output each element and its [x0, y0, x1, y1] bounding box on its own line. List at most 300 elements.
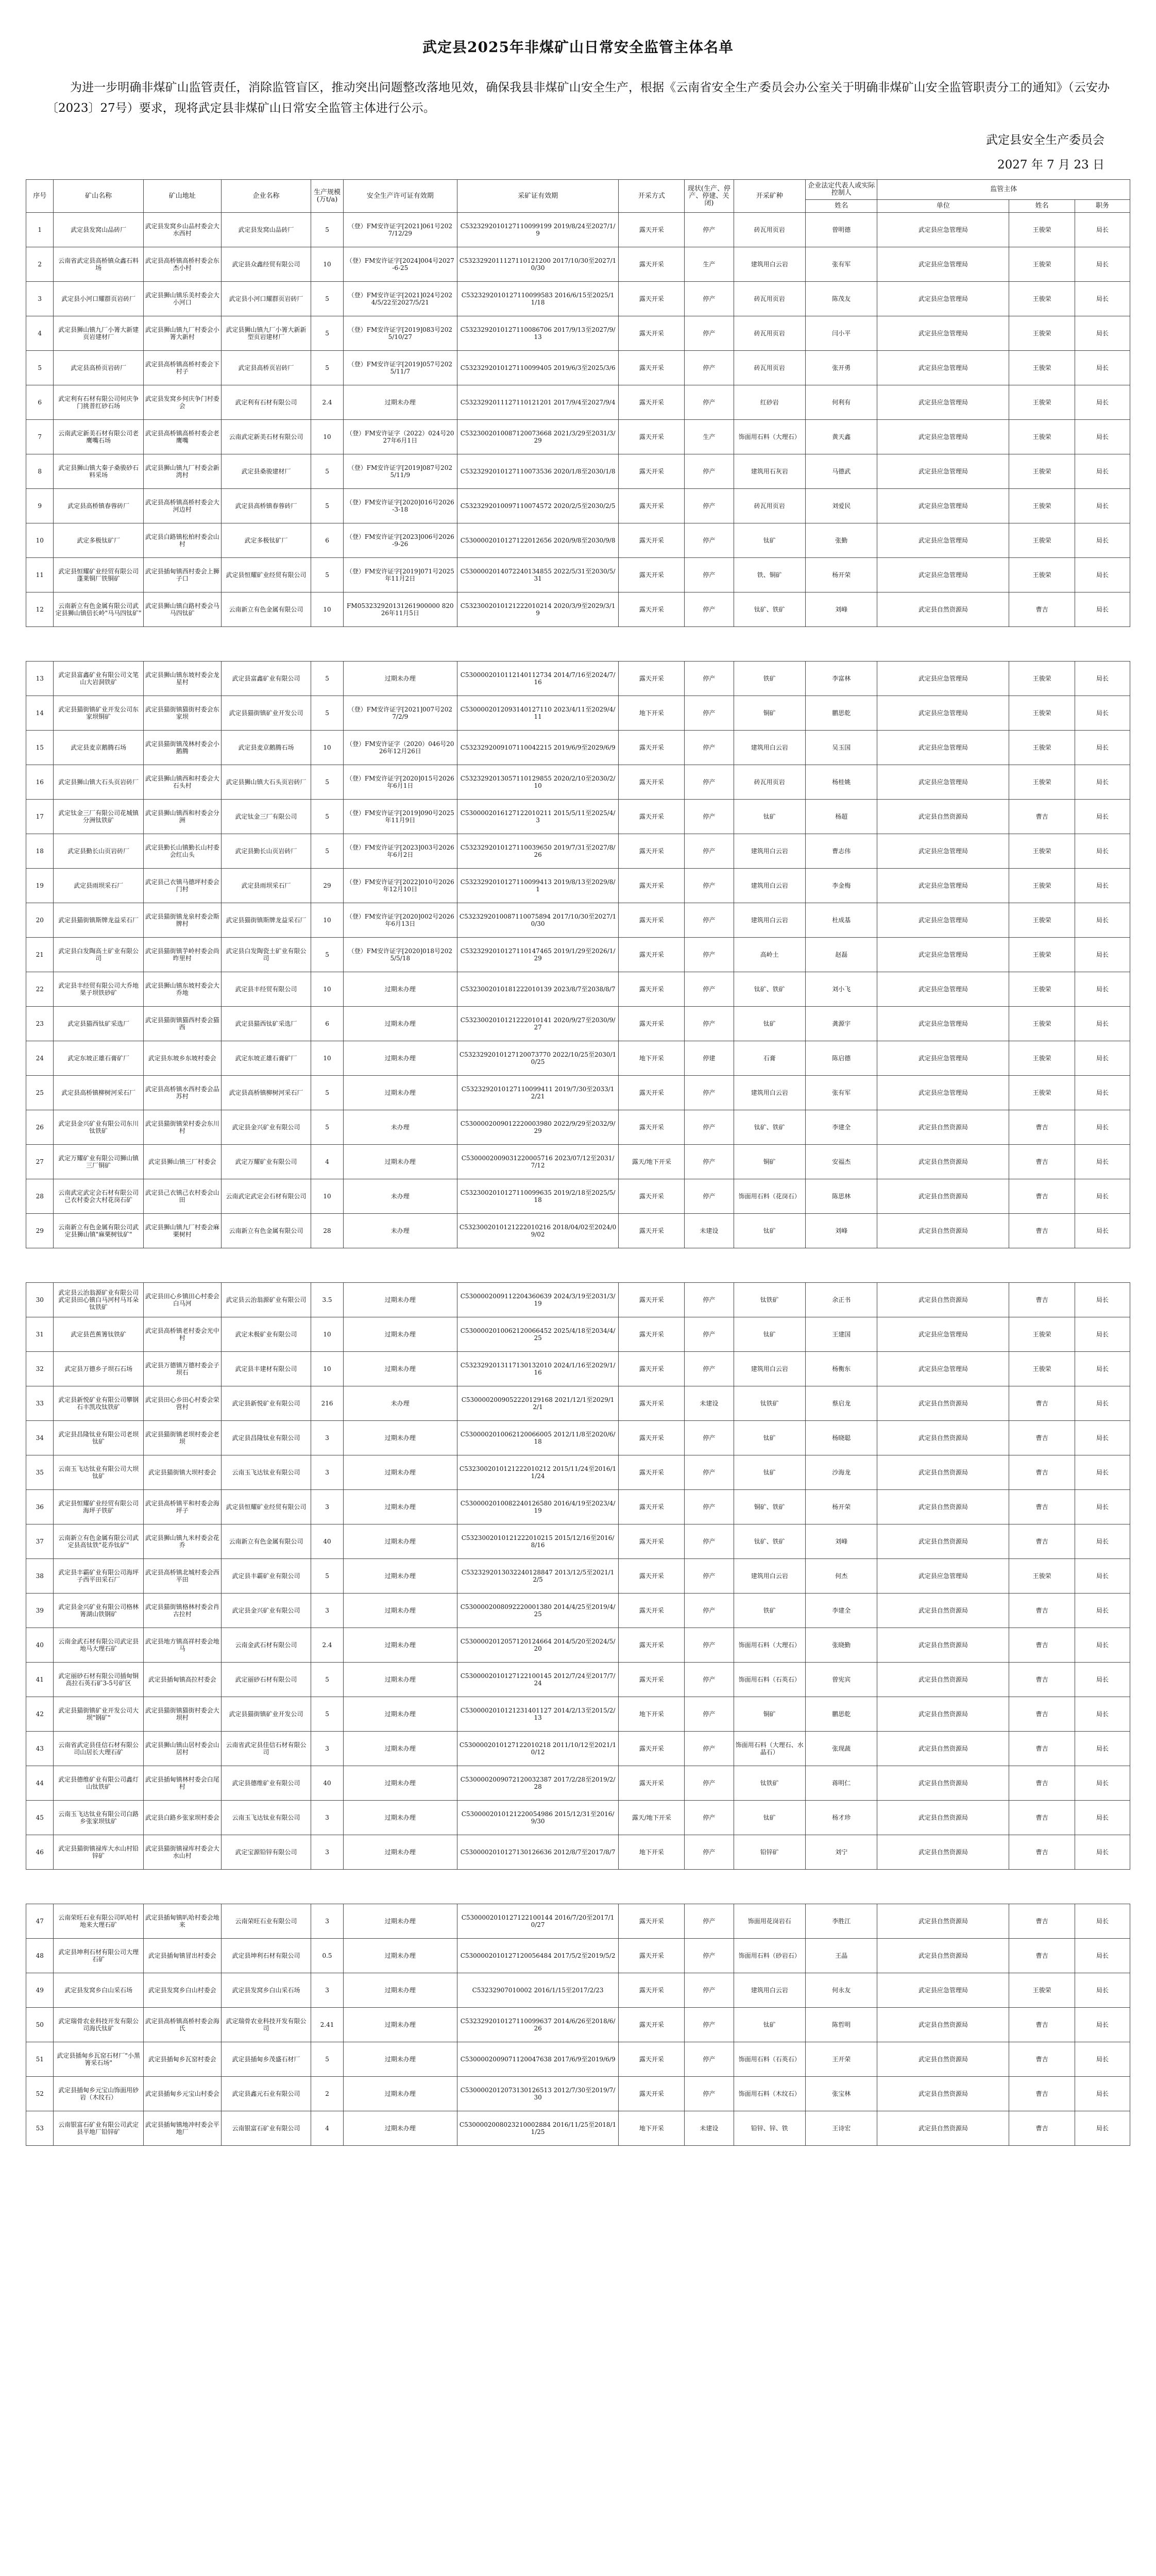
cell-name: 武定县插甸乡瓦窑石材厂"小黑箐采石场": [54, 2042, 143, 2077]
cell-permit: 过期未办理: [343, 1628, 457, 1663]
cell-status: 停产: [685, 489, 734, 523]
cell-method: 露天开采: [619, 1283, 685, 1317]
cell-method: 露天开采: [619, 454, 685, 489]
cell-unit: 武定县自然资源局: [877, 1145, 1009, 1179]
cell-sname: 王骏荣: [1009, 489, 1075, 523]
cell-unit: 武定县自然资源局: [877, 1386, 1009, 1421]
cell-sname: 曹吉: [1009, 1939, 1075, 1973]
cell-sname: 曹吉: [1009, 1628, 1075, 1663]
cell-status: 停产: [685, 1766, 734, 1801]
cell-company: 武定多极钛矿厂: [221, 523, 311, 558]
cell-permit: 过期未办理: [343, 1594, 457, 1628]
cell-mining: C5300002010127122010218 2011/10/12至2021/10/12: [457, 1732, 619, 1766]
signature-date: 2027 年 7 月 23 日: [997, 158, 1104, 172]
header-duty: 职务: [1075, 200, 1130, 213]
cell-method: 露天开采: [619, 1179, 685, 1214]
cell-mineral: 砖瓦用页岩: [734, 316, 805, 351]
cell-sname: 王骏荣: [1009, 662, 1075, 696]
table-row: [26, 282, 1130, 316]
cell-method: 露天开采: [619, 1076, 685, 1110]
cell-company: 武定县猫街镇矿业开发公司: [221, 1697, 311, 1732]
cell-mineral: 铅锌、锌、铁: [734, 2111, 805, 2146]
cell-status: 停产: [685, 1524, 734, 1559]
cell-name: 武定县高桥镇春蓉砖厂: [54, 489, 143, 523]
cell-unit: 武定县应急管理局: [877, 765, 1009, 800]
header-supervise: 监管主体: [877, 180, 1130, 200]
cell-rep: 杨晓聪: [806, 1421, 877, 1455]
cell-mining: C5323002010181222010139 2023/8/7至2038/8/7: [457, 972, 619, 1007]
cell-status: 停产: [685, 800, 734, 834]
cell-mining: C5300002016127122010211 2015/5/11至2025/4/3: [457, 800, 619, 834]
cell-addr: 武定县东坡乡东坡村委会: [143, 1041, 221, 1076]
cell-duty: 局长: [1075, 558, 1130, 592]
cell-scale: 5: [311, 1697, 344, 1732]
cell-name: 武定县发窝山品砖厂: [54, 213, 143, 247]
cell-mining: C5323292010127110099411 2019/7/30至2033/12/21: [457, 1076, 619, 1110]
cell-permit: 过期未办理: [343, 1007, 457, 1041]
cell-company: 武定县雨坝采石厂: [221, 869, 311, 903]
cell-no: 3: [26, 282, 54, 316]
cell-duty: 局长: [1075, 1904, 1130, 1939]
cell-permit: 过期未办理: [343, 1766, 457, 1801]
cell-no: 40: [26, 1628, 54, 1663]
table-row: [26, 213, 1130, 247]
cell-mineral: 石膏: [734, 1041, 805, 1076]
cell-scale: 3: [311, 1455, 344, 1490]
cell-duty: 局长: [1075, 696, 1130, 731]
cell-permit: 过期未办理: [343, 1801, 457, 1835]
cell-company: 武定县小河口耀群页岩砖厂: [221, 282, 311, 316]
page-title: 武定县2025年非煤矿山日常安全监管主体名单: [422, 39, 734, 56]
cell-mineral: 砖瓦用页岩: [734, 489, 805, 523]
cell-method: 地下开采: [619, 696, 685, 731]
cell-rep: 曾宪宾: [806, 1663, 877, 1697]
cell-name: 武定县丰经贸有限公司大乔地果子坝铁砂矿: [54, 972, 143, 1007]
cell-permit: 过期未办理: [343, 2042, 457, 2077]
cell-scale: 3: [311, 1835, 344, 1870]
cell-status: 停产: [685, 1939, 734, 1973]
cell-name: 云南省武定县高桥镇众鑫石料场: [54, 247, 143, 282]
cell-no: 29: [26, 1214, 54, 1248]
page-gap: [26, 1248, 1130, 1283]
cell-sname: 曹吉: [1009, 1214, 1075, 1248]
cell-scale: 5: [311, 316, 344, 351]
cell-name: 武定县猫街镇禄库大水山村铅锌矿: [54, 1835, 143, 1870]
cell-status: 停产: [685, 1455, 734, 1490]
cell-method: 露天开采: [619, 1110, 685, 1145]
cell-company: 武定万耀矿业有限公司: [221, 1145, 311, 1179]
cell-duty: 局长: [1075, 1766, 1130, 1801]
cell-status: 停产: [685, 903, 734, 938]
cell-mining: C5300002009031220005716 2023/07/12至2031/7/12: [457, 1145, 619, 1179]
cell-unit: 武定县应急管理局: [877, 696, 1009, 731]
cell-rep: 安福杰: [806, 1145, 877, 1179]
cell-mineral: 建筑用白云岩: [734, 1559, 805, 1594]
cell-company: 武定利有石材有限公司: [221, 385, 311, 420]
cell-mineral: 钛矿: [734, 1317, 805, 1352]
cell-rep: 李建全: [806, 1594, 877, 1628]
cell-status: 停产: [685, 351, 734, 385]
cell-mineral: 建筑用白云岩: [734, 1352, 805, 1386]
cell-mineral: 建筑用白云岩: [734, 247, 805, 282]
cell-name: 武定县芭蕉箐钛铁矿: [54, 1317, 143, 1352]
cell-scale: 3: [311, 1732, 344, 1766]
cell-unit: 武定县自然资源局: [877, 1732, 1009, 1766]
cell-scale: 5: [311, 1663, 344, 1697]
cell-no: 2: [26, 247, 54, 282]
cell-company: 武定县金兴矿业有限公司: [221, 1594, 311, 1628]
cell-permit: 过期未办理: [343, 972, 457, 1007]
cell-permit: （登）FM安许证字[2019]057号2025/11/7: [343, 351, 457, 385]
cell-mining: C5323292010127110099637 2014/6/26至2018/6/26: [457, 2008, 619, 2042]
cell-method: 露天开采: [619, 1559, 685, 1594]
cell-scale: 5: [311, 454, 344, 489]
cell-addr: 武定县地方镇高祥村委会地马: [143, 1628, 221, 1663]
cell-no: 47: [26, 1904, 54, 1939]
cell-method: 露天开采: [619, 731, 685, 765]
cell-unit: 武定县自然资源局: [877, 1594, 1009, 1628]
cell-status: 停产: [685, 2077, 734, 2111]
cell-mining: C5323292010087110075894 2017/10/30至2027/10/30: [457, 903, 619, 938]
cell-unit: 武定县应急管理局: [877, 282, 1009, 316]
cell-sname: 曹吉: [1009, 1386, 1075, 1421]
table-row: [26, 1110, 1130, 1145]
cell-addr: 武定县插甸镇西村委会上狮子口: [143, 558, 221, 592]
cell-status: 停产: [685, 938, 734, 972]
cell-name: 武定县狮山镇大秦子桑骏砂石料采场: [54, 454, 143, 489]
table-row: [26, 696, 1130, 731]
cell-mineral: 钛矿: [734, 1801, 805, 1835]
cell-name: 云南新立有色金属有限公司武定县狮山镇"麻栗树钛矿": [54, 1214, 143, 1248]
table-row: [26, 454, 1130, 489]
cell-permit: 过期未办理: [343, 1939, 457, 1973]
cell-name: 云南玉飞达钛业有限公司大坝钛矿: [54, 1455, 143, 1490]
cell-permit: （登）FM安许证字[2021]024号2024/5/22至2027/5/21: [343, 282, 457, 316]
cell-unit: 武定县自然资源局: [877, 2008, 1009, 2042]
cell-no: 42: [26, 1697, 54, 1732]
cell-name: 云南玉飞达钛业有限公司白路乡张家坝钛矿: [54, 1801, 143, 1835]
cell-duty: 局长: [1075, 731, 1130, 765]
cell-mining: C5300002008092220001380 2014/4/25至2019/4/25: [457, 1594, 619, 1628]
cell-duty: 局长: [1075, 454, 1130, 489]
cell-duty: 局长: [1075, 869, 1130, 903]
cell-name: 云南荣旺石业有限公司叭哈村地来大理石矿: [54, 1904, 143, 1939]
cell-company: 武定县桑骏建材厂: [221, 454, 311, 489]
cell-method: 露天/地下开采: [619, 1801, 685, 1835]
cell-method: 露天开采: [619, 1421, 685, 1455]
cell-sname: 曹吉: [1009, 1904, 1075, 1939]
cell-scale: 10: [311, 420, 344, 454]
cell-mineral: 建筑用石灰岩: [734, 454, 805, 489]
cell-mineral: 钛矿: [734, 2008, 805, 2042]
cell-company: 武定县德维矿业有限公司: [221, 1766, 311, 1801]
cell-sname: 曹吉: [1009, 1801, 1075, 1835]
cell-rep: 陈启德: [806, 1041, 877, 1076]
cell-company: 武定县高桥镇春蓉砖厂: [221, 489, 311, 523]
header-mining: 采矿证有效期: [457, 180, 619, 213]
cell-sname: 曹吉: [1009, 1179, 1075, 1214]
cell-mining: C5323292010127120073770 2022/10/25至2030/10/25: [457, 1041, 619, 1076]
cell-name: 武定县猫街镇矿业开发公司东家坝铜矿: [54, 696, 143, 731]
cell-status: 停产: [685, 1973, 734, 2008]
header-method: 开采方式: [619, 180, 685, 213]
table-row: [26, 523, 1130, 558]
cell-addr: 武定县发窝乡何庆争门村委会: [143, 385, 221, 420]
cell-scale: 28: [311, 1214, 344, 1248]
cell-no: 8: [26, 454, 54, 489]
cell-no: 37: [26, 1524, 54, 1559]
cell-duty: 局长: [1075, 1110, 1130, 1145]
cell-permit: 过期未办理: [343, 1317, 457, 1352]
cell-rep: 王晶: [806, 1939, 877, 1973]
cell-company: 云南荣旺石业有限公司: [221, 1904, 311, 1939]
header-unit: 单位: [877, 200, 1009, 213]
cell-unit: 武定县自然资源局: [877, 1663, 1009, 1697]
cell-mining: C5300002010127122012656 2020/9/8至2030/9/8: [457, 523, 619, 558]
cell-duty: 局长: [1075, 1041, 1130, 1076]
cell-mineral: 建筑用白云岩: [734, 869, 805, 903]
cell-sname: 王骏荣: [1009, 1352, 1075, 1386]
cell-rep: 何杰: [806, 1559, 877, 1594]
cell-no: 18: [26, 834, 54, 869]
cell-no: 43: [26, 1732, 54, 1766]
cell-duty: 局长: [1075, 1835, 1130, 1870]
cell-permit: 过期未办理: [343, 1663, 457, 1697]
cell-method: 露天开采: [619, 558, 685, 592]
cell-permit: （登）FM安许证字[2020]018号2025/5/18: [343, 938, 457, 972]
cell-rep: 陈哲明: [806, 2008, 877, 2042]
cell-no: 50: [26, 2008, 54, 2042]
cell-unit: 武定县应急管理局: [877, 1007, 1009, 1041]
cell-status: 停产: [685, 1110, 734, 1145]
cell-permit: （登）FM安许证字[2020]015号2026年6月1日: [343, 765, 457, 800]
cell-rep: 闫小平: [806, 316, 877, 351]
cell-sname: 曹吉: [1009, 1110, 1075, 1145]
cell-scale: 40: [311, 1766, 344, 1801]
cell-rep: 鹏思乾: [806, 696, 877, 731]
table-row: [26, 1007, 1130, 1041]
cell-permit: 未办理: [343, 1214, 457, 1248]
cell-mining: C5323292010127110099583 2016/6/15至2025/11/18: [457, 282, 619, 316]
cell-addr: 武定县高桥镇平和村委会海坪子: [143, 1490, 221, 1524]
cell-status: 停产: [685, 1283, 734, 1317]
table-row: [26, 1973, 1130, 2008]
cell-name: 武定县小河口耀群页岩砖厂: [54, 282, 143, 316]
cell-method: 露天开采: [619, 765, 685, 800]
cell-permit: （登）FM安许证字[2019]087号2025/11/9: [343, 454, 457, 489]
cell-no: 1: [26, 213, 54, 247]
cell-unit: 武定县自然资源局: [877, 1490, 1009, 1524]
cell-company: 武定县狮山镇大石头页岩砖厂: [221, 765, 311, 800]
cell-status: 停产: [685, 1559, 734, 1594]
cell-method: 露天开采: [619, 2008, 685, 2042]
cell-addr: 武定县狮山镇乐美村委会大小河口: [143, 282, 221, 316]
cell-scale: 5: [311, 834, 344, 869]
cell-addr: 武定县万德镇万德村委会子坝石: [143, 1352, 221, 1386]
cell-no: 48: [26, 1939, 54, 1973]
cell-addr: 武定县插甸乡瓦窑村委会: [143, 2042, 221, 2077]
cell-no: 5: [26, 351, 54, 385]
cell-status: 停产: [685, 385, 734, 420]
cell-addr: 武定县狮山镇东坡村委会大乔地: [143, 972, 221, 1007]
cell-rep: 赵磊: [806, 938, 877, 972]
cell-no: 52: [26, 2077, 54, 2111]
cell-company: 武定县丰建材有限公司: [221, 1352, 311, 1386]
cell-company: 武定县恒耀矿业经贸有限公司: [221, 1490, 311, 1524]
cell-scale: 10: [311, 972, 344, 1007]
cell-sname: 王骏荣: [1009, 1007, 1075, 1041]
cell-rep: 陈茂友: [806, 282, 877, 316]
cell-company: 云南银富石矿业有限公司: [221, 2111, 311, 2146]
cell-permit: 过期未办理: [343, 385, 457, 420]
cell-sname: 曹吉: [1009, 2077, 1075, 2111]
cell-method: 露天开采: [619, 1628, 685, 1663]
cell-permit: 过期未办理: [343, 2111, 457, 2146]
cell-mineral: 饰面用石料（花岗石）: [734, 1179, 805, 1214]
cell-unit: 武定县应急管理局: [877, 420, 1009, 454]
cell-no: 16: [26, 765, 54, 800]
cell-mining: C5323002010121222010215 2015/12/16至2016/8/16: [457, 1524, 619, 1559]
cell-name: 武定县白发陶高土矿业有限公司: [54, 938, 143, 972]
cell-mining: C53232907010002 2016/1/15至2017/2/23: [457, 1973, 619, 2008]
cell-no: 21: [26, 938, 54, 972]
cell-mining: C5300002014072240134855 2022/5/31至2030/5/31: [457, 558, 619, 592]
cell-no: 19: [26, 869, 54, 903]
cell-no: 11: [26, 558, 54, 592]
cell-sname: 曹吉: [1009, 1697, 1075, 1732]
cell-rep: 何永友: [806, 1973, 877, 2008]
cell-addr: 武定县狮山镇九厂村委会小箐大新村: [143, 316, 221, 351]
cell-unit: 武定县应急管理局: [877, 1317, 1009, 1352]
cell-permit: （登）FM安许证字[2019]071号2025年11月2日: [343, 558, 457, 592]
cell-rep: 杨开荣: [806, 558, 877, 592]
cell-duty: 局长: [1075, 1697, 1130, 1732]
cell-name: 武定县丰霸矿业有限公司海坪子西平田采石厂: [54, 1559, 143, 1594]
table-row: [26, 1559, 1130, 1594]
cell-rep: 张有军: [806, 247, 877, 282]
cell-mining: C5300002009012220003980 2022/9/29至2032/9/29: [457, 1110, 619, 1145]
cell-duty: 局长: [1075, 1663, 1130, 1697]
cell-duty: 局长: [1075, 1386, 1130, 1421]
table-row: [26, 385, 1130, 420]
cell-mining: C5300002010121220054986 2015/12/31至2016/9/30: [457, 1801, 619, 1835]
cell-unit: 武定县自然资源局: [877, 1801, 1009, 1835]
table-header: [26, 180, 1130, 213]
cell-company: 武定县恒耀矿业经贸有限公司: [221, 558, 311, 592]
cell-mineral: 铜矿: [734, 696, 805, 731]
cell-addr: 武定县猫街镇格林村委会肖古拉村: [143, 1594, 221, 1628]
cell-status: 停产: [685, 731, 734, 765]
table-body: [26, 213, 1130, 2146]
cell-permit: 过期未办理: [343, 1145, 457, 1179]
cell-unit: 武定县自然资源局: [877, 2111, 1009, 2146]
cell-no: 34: [26, 1421, 54, 1455]
table-row: [26, 489, 1130, 523]
cell-sname: 王骏荣: [1009, 454, 1075, 489]
cell-addr: 武定县插甸镇叭哈村委会地来: [143, 1904, 221, 1939]
cell-permit: （登）FM安许证字[2024]004号2027-6-25: [343, 247, 457, 282]
cell-mineral: 饰面用石料（大理石、水晶石）: [734, 1732, 805, 1766]
cell-addr: 武定县插甸镇冒出村委会: [143, 1939, 221, 1973]
cell-duty: 局长: [1075, 489, 1130, 523]
cell-scale: 5: [311, 489, 344, 523]
cell-sname: 曹吉: [1009, 1732, 1075, 1766]
header-sname: 姓名: [1009, 200, 1075, 213]
cell-mining: C5323002010127110099635 2019/2/18至2025/5/18: [457, 1179, 619, 1214]
cell-scale: 10: [311, 731, 344, 765]
cell-sname: 王骏荣: [1009, 1041, 1075, 1076]
cell-permit: （登）FM安许证字[2021]061号2027/12/29: [343, 213, 457, 247]
cell-unit: 武定县应急管理局: [877, 351, 1009, 385]
cell-addr: 武定县狮山镇九米村委会花乔: [143, 1524, 221, 1559]
table-row: [26, 351, 1130, 385]
cell-name: 云南新立有色金属有限公司武定县狮山镇倍长岭"马马四钛矿": [54, 592, 143, 627]
cell-status: 未建设: [685, 1214, 734, 1248]
cell-rep: 马德武: [806, 454, 877, 489]
cell-name: 武定县高桥镇柳树河采石厂: [54, 1076, 143, 1110]
cell-rep: 杨超: [806, 800, 877, 834]
cell-status: 停产: [685, 1145, 734, 1179]
cell-addr: 武定县狮山镇九厂村委会新湾村: [143, 454, 221, 489]
cell-rep: 沙海龙: [806, 1455, 877, 1490]
cell-duty: 局长: [1075, 1283, 1130, 1317]
cell-company: 武定县富鑫矿业有限公司: [221, 662, 311, 696]
cell-addr: 武定县己衣镇马德坪村委会门村: [143, 869, 221, 903]
cell-unit: 武定县应急管理局: [877, 1076, 1009, 1110]
cell-mining: C5323292010127110073536 2020/1/8至2030/1/8: [457, 454, 619, 489]
cell-scale: 2.4: [311, 1628, 344, 1663]
table-row: [26, 1041, 1130, 1076]
cell-mining: C5300002009112204360639 2024/3/19至2031/3/19: [457, 1283, 619, 1317]
cell-status: 停产: [685, 662, 734, 696]
cell-scale: 5: [311, 1076, 344, 1110]
cell-name: 武定东坡正雄石膏矿厂: [54, 1041, 143, 1076]
cell-company: 武定瑞骨农业科技开发有限公司: [221, 2008, 311, 2042]
cell-permit: 过期未办理: [343, 1973, 457, 2008]
cell-sname: 曹吉: [1009, 1455, 1075, 1490]
page-gap-cell: [26, 1248, 1130, 1283]
cell-addr: 武定县猫街镇猫街村委会大坝村: [143, 1697, 221, 1732]
table-row: [26, 1524, 1130, 1559]
cell-no: 15: [26, 731, 54, 765]
cell-method: 地下开采: [619, 1041, 685, 1076]
cell-rep: 吴玉国: [806, 731, 877, 765]
cell-rep: 张晓勤: [806, 1628, 877, 1663]
cell-status: 停产: [685, 2008, 734, 2042]
cell-unit: 武定县应急管理局: [877, 213, 1009, 247]
cell-permit: （登）FM安许证字[2019]090号2025年11月9日: [343, 800, 457, 834]
cell-no: 35: [26, 1455, 54, 1490]
cell-method: 露天开采: [619, 213, 685, 247]
table-row: [26, 1766, 1130, 1801]
cell-sname: 王骏荣: [1009, 765, 1075, 800]
table-row: [26, 869, 1130, 903]
cell-duty: 局长: [1075, 351, 1130, 385]
header-rep-name: 姓名: [806, 200, 877, 213]
cell-no: 27: [26, 1145, 54, 1179]
cell-addr: 武定县发窝乡白山村委会: [143, 1973, 221, 2008]
cell-mining: C5300002010127122100145 2012/7/24至2017/7/24: [457, 1663, 619, 1697]
cell-duty: 局长: [1075, 2008, 1130, 2042]
cell-rep: 曹志伟: [806, 834, 877, 869]
cell-rep: 刘峰: [806, 1214, 877, 1248]
cell-unit: 武定县自然资源局: [877, 1179, 1009, 1214]
cell-no: 17: [26, 800, 54, 834]
cell-scale: 29: [311, 869, 344, 903]
cell-name: 武定县富鑫矿业有限公司文笔山大岩洞铁矿: [54, 662, 143, 696]
cell-status: 停产: [685, 1421, 734, 1455]
cell-status: 停产: [685, 1732, 734, 1766]
